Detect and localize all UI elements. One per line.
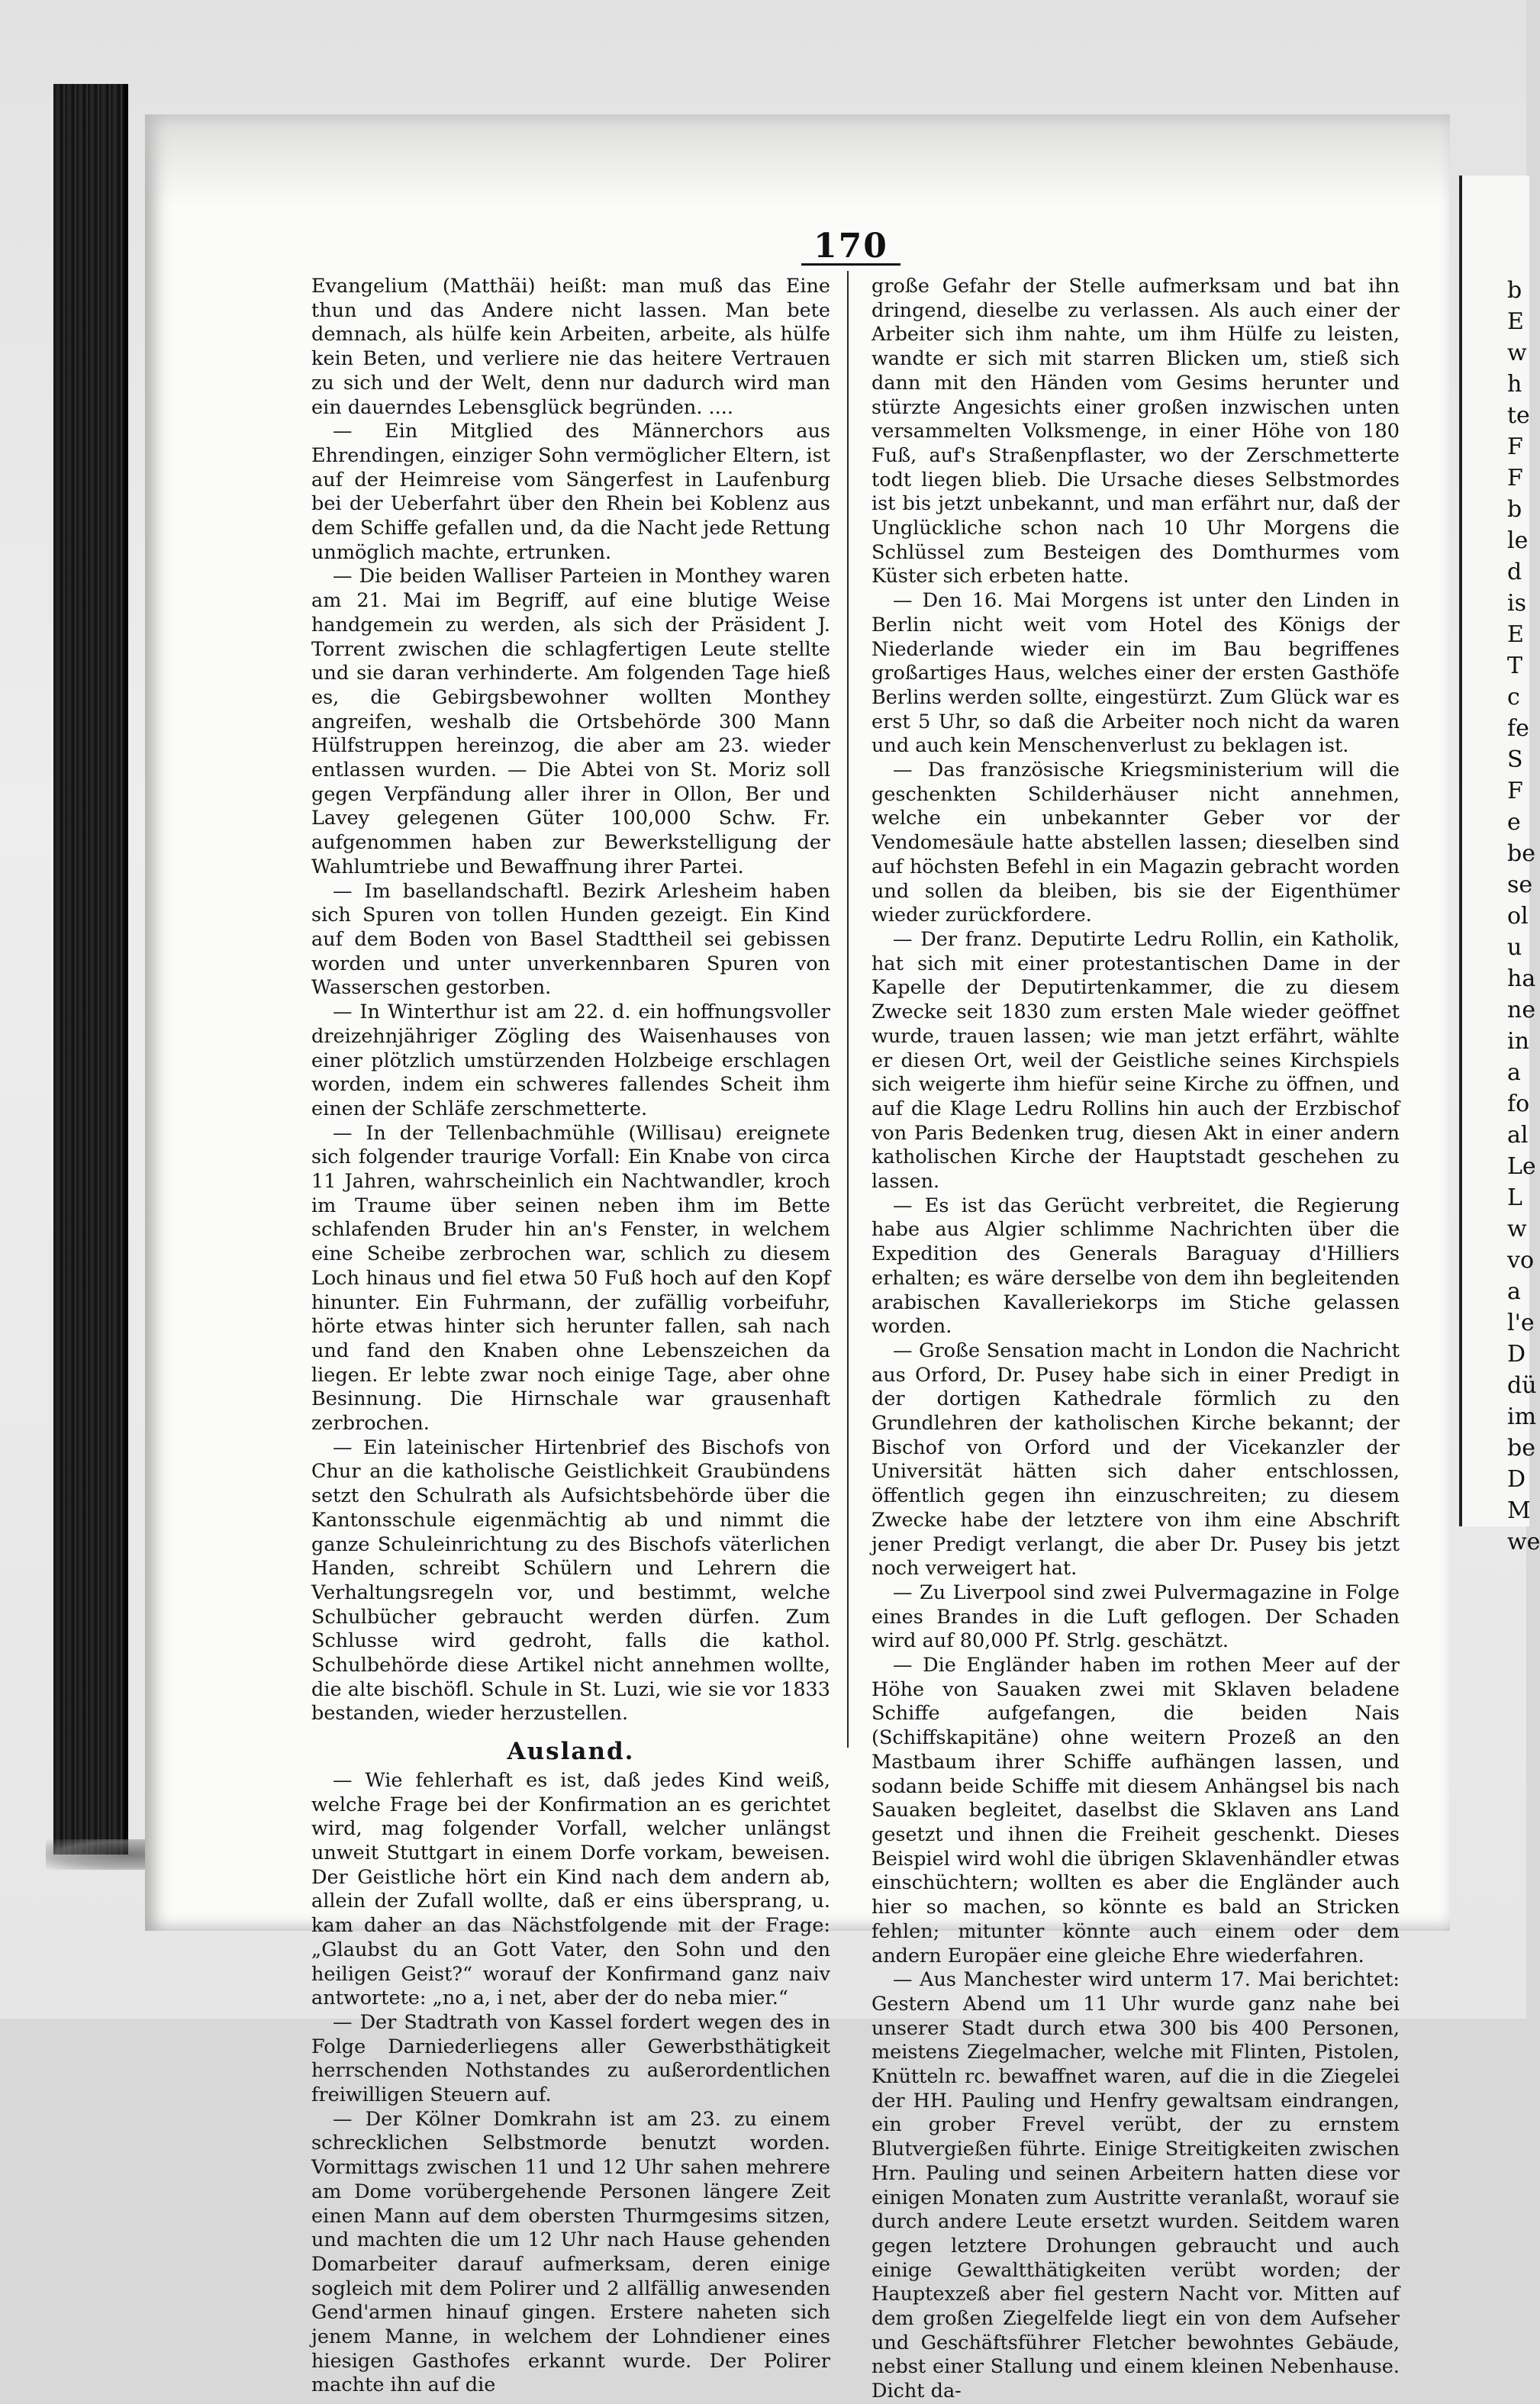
adjacent-page-fragment: in	[1507, 1028, 1529, 1055]
adjacent-page-fragment: E	[1507, 621, 1524, 648]
article-paragraph: — In der Tellenbachmühle (Willisau) ereignete sich folgender traurige Vorfall: Ein Knabe von circa 11 Jahren, wahrscheinlich ein Nachtwandler, kroch im Traume über seinen neben ihm im Bette schlafenden Bruder hin an's Fenster, in welchem eine Scheibe zerbrochen war, schlich zu diesem Loch hinaus und fiel etwa 50 Fuß hoch auf den Kopf hinunter. Ein Fuhrmann, der zufällig vorbeifuhr, hörte etwas hinter sich herunter fallen, sah nach und fand den Knaben ohne Lebenszeichen da liegen. Er lebte zwar noch einige Tage, aber ohne Besinnung. Die Hirnschale war grausenhaft zerbrochen.	[311, 1121, 830, 1436]
adjacent-page-fragment: d	[1507, 559, 1522, 585]
article-paragraph: — In Winterthur ist am 22. d. ein hoffnungsvoller dreizehnjähriger Zögling des Waisenhauses von einer plötzlich umstürzenden Holzbeige erschlagen worden, indem ein schweres fallendes Scheit ihm einen der Schläfe zerschmetterte.	[311, 1001, 830, 1120]
adjacent-page-fragment: b	[1507, 277, 1522, 304]
adjacent-page-fragment: le	[1507, 527, 1529, 554]
article-paragraph: — Zu Liverpool sind zwei Pulvermagazine in Folge eines Brandes in die Luft geflogen. Der Schaden wird auf 80,000 Pf. Strlg. geschätzt.	[871, 1581, 1400, 1653]
adjacent-page-fragment: we	[1507, 1529, 1540, 1555]
adjacent-page-fragment: im	[1507, 1403, 1537, 1430]
left-column	[311, 275, 830, 2398]
right-column	[871, 275, 1400, 2404]
article-paragraph: — Ein Mitglied des Männerchors aus Ehrendingen, einziger Sohn vermöglicher Eltern, ist auf der Heimreise vom Sängerfest in Laufenburg bei der Ueberfahrt über den Rhein bei Koblenz aus dem Schiffe gefallen und, da die Nacht jede Rettung unmöglich machte, ertrunken.	[311, 420, 830, 564]
adjacent-page-fragment: F	[1507, 433, 1523, 460]
adjacent-page-fragment: c	[1507, 684, 1520, 711]
article-paragraph: Evangelium (Matthäi) heißt: man muß das Eine thun und das Andere nicht lassen. Man bete demnach, als hülfe kein Arbeiten, arbeite, als hülfe kein Beten, und verliere nie das heitere Vertrauen zu sich und der Welt, denn nur dadurch wird man ein dauerndes Lebensglück begründen. ....	[311, 275, 830, 419]
section-heading: Ausland.	[507, 1738, 635, 1766]
adjacent-page-fragment: se	[1507, 872, 1533, 898]
article-paragraph: — Der Stadtrath von Kassel fordert wegen des in Folge Darniederliegens aller Gewerbsthätigkeit herrschenden Nothstandes zu außerordentlichen freiwilligen Steuern auf.	[311, 2010, 830, 2107]
article-paragraph: — Der franz. Deputirte Ledru Rollin, ein Katholik, hat sich mit einer protestantischen Dame in der Kapelle der Deputirtenkammer, die zu diesem Zwecke seit 1830 zum ersten Male wieder geöffnet wurde, trauen lassen; wie man jetzt erfährt, wählte er diesen Ort, weil der Geistliche seines Kirchspiels sich weigerte ihm hiefür seine Kirche zu öffnen, und auf die Klage Ledru Rollins hin auch der Erzbischof von Paris Bedenken trug, diesen Akt in einer andern katholischen Kirche der Hauptstadt geschehen zu lassen.	[871, 927, 1400, 1194]
adjacent-page-fragment: w	[1507, 1216, 1527, 1242]
adjacent-page-fragment: ol	[1507, 903, 1529, 930]
adjacent-page-fragment: E	[1507, 308, 1524, 335]
adjacent-page-fragment: be	[1507, 840, 1535, 867]
page-shadow	[145, 114, 1450, 206]
adjacent-page-fragment: fe	[1507, 715, 1529, 742]
adjacent-page-fragment: l'e	[1507, 1310, 1535, 1336]
article-paragraph: — Im basellandschaftl. Bezirk Arlesheim haben sich Spuren von tollen Hunden gezeigt. Ein Kind auf dem Boden von Basel Stadttheil sei gebissen worden und unter unverkennbaren Spuren von Wasserschen gestorben.	[311, 879, 830, 1000]
article-paragraph: — Wie fehlerhaft es ist, daß jedes Kind weiß, welche Frage bei der Konfirmation an es gerichtet wird, mag folgender Vorfall, welcher unlängst unweit Stuttgart in einem Dorfe vorkam, beweisen. Der Geistliche hört ein Kind nach dem andern ab, allein der Zufall wollte, daß er eins übersprang, u. kam daher an das Nächstfolgende mit der Frage: „Glaubst du an Gott Vater, den Sohn und den heiligen Geist?“ worauf der Konfirmand ganz naiv antwortete: „no a, i net, aber der do neba mier.“	[311, 1768, 830, 2010]
page-number-rule	[801, 263, 900, 266]
article-paragraph: — Aus Manchester wird unterm 17. Mai berichtet: Gestern Abend um 11 Uhr wurde ganz nahe bei unserer Stadt durch etwa 300 bis 400 Personen, meistens Ziegelmacher, welche mit Flinten, Pistolen, Knütteln rc. bewaffnet waren, auf die in die Ziegelei der HH. Pauling und Henfry gewaltsam eindrangen, ein grober Frevel verübt, der zu ernstem Blutvergießen führte. Einige Streitigkeiten zwischen Hrn. Pauling und seinen Arbeitern hatten diese vor einigen Monaten zum Austritte veranlaßt, worauf sie durch andere Leute ersetzt wurden. Seitdem waren gegen letztere Drohungen gebraucht und auch einige Gewaltthätigkeiten verübt worden; der Hauptexzeß aber fiel gestern Nacht vor. Mitten auf dem großen Ziegelfelde liegt ein von dem Aufseher und Geschäftsführer Fletcher bewohntes Gebäude, nebst einer Stallung und einem kleinen Nebenhause. Dicht da-	[871, 1968, 1400, 2403]
adjacent-page-fragment: S	[1507, 746, 1523, 773]
adjacent-page-fragment: e	[1507, 809, 1521, 836]
adjacent-page-fragment: vo	[1507, 1247, 1535, 1274]
article-paragraph: — Es ist das Gerücht verbreitet, die Regierung habe aus Algier schlimme Nachrichten über die Expedition des Generals Baraguay d'Hilliers erhalten; es wäre derselbe von dem ihn begleitenden arabischen Kavalleriekorps im Stiche gelassen worden.	[871, 1194, 1400, 1339]
adjacent-page-fragment: ha	[1507, 965, 1536, 992]
adjacent-page-fragment: w	[1507, 340, 1527, 366]
adjacent-page-fragment: L	[1507, 1184, 1522, 1211]
adjacent-page-fragment: dü	[1507, 1372, 1537, 1399]
adjacent-page-fragment: h	[1507, 371, 1522, 398]
article-paragraph: — Die beiden Walliser Parteien in Monthey waren am 21. Mai im Begriff, auf eine blutige Weise handgemein zu werden, als sich der Präsident J. Torrent zwischen die schlagfertigen Leute stellte und sie daran verhinderte. Am folgenden Tage hieß es, die Gebirgsbewohner wollten Monthey angreifen, weshalb die Ortsbehörde 300 Mann Hülfstruppen hereinzog, die aber am 23. wieder entlassen wurden. — Die Abtei von St. Moriz soll gegen Verpfändung aller ihrer in Ollon, Ber und Lavey gelegenen Güter 100,000 Schw. Fr. aufgenommen haben zur Bewerkstelligung der Wahlumtriebe und Bewaffnung ihrer Partei.	[311, 565, 830, 878]
article-paragraph: — Der Kölner Domkrahn ist am 23. zu einem schrecklichen Selbstmorde benutzt worden. Vormittags zwischen 11 und 12 Uhr sahen mehrere am Dome vorübergehende Personen längere Zeit einen Mann auf dem obersten Thurmgesims sitzen, und machten die um 12 Uhr nach Hause gehenden Domarbeiter darauf aufmerksam, deren einige sogleich mit dem Polirer und 2 allfällig anwesenden Gend'armen hinauf gingen. Erstere naheten sich jenem Manne, in welchem der Lohndiener eines hiesigen Gasthofes erkannt wurde. Der Polirer machte ihn auf die	[311, 2107, 830, 2397]
adjacent-page-fragment: Le	[1507, 1153, 1536, 1180]
adjacent-page-fragment: ne	[1507, 997, 1536, 1023]
adjacent-page-fragment: be	[1507, 1435, 1535, 1461]
article-paragraph: — Große Sensation macht in London die Nachricht aus Orford, Dr. Pusey habe sich in einer Predigt in der dortigen Kathedrale förmlich zu den Grundlehren der katholischen Kirche bekannt; der Bischof von Orford und der Vicekanzler der Universität hätten sich daher entschlossen, öffentlich gegen ihn einzuschreiten; zu diesem Zwecke habe der letztere von ihm eine Abschrift jener Predigt verlangt, die aber Dr. Pusey bis jetzt noch verweigert hat.	[871, 1339, 1400, 1581]
adjacent-page-fragment: F	[1507, 465, 1523, 491]
adjacent-page-fragment: fo	[1507, 1091, 1530, 1117]
adjacent-page-fragment: F	[1507, 778, 1523, 804]
article-paragraph: — Das französische Kriegsministerium will die geschenkten Schilderhäuser nicht annehmen, welche ein unbekannter Geber vor der Vendomesäule hatte abstellen lassen; dieselben sind auf höchsten Befehl in ein Magazin gebracht worden und sollen da bleiben, bis sie der Eigenthümer wieder zurückfordere.	[871, 759, 1400, 927]
adjacent-page-fragment: b	[1507, 496, 1522, 523]
adjacent-page-fragment: a	[1507, 1278, 1521, 1305]
adjacent-page-fragment: u	[1507, 934, 1522, 961]
adjacent-page-fragment: T	[1507, 653, 1523, 679]
article-paragraph: — Ein lateinischer Hirtenbrief des Bischofs von Chur an die katholische Geistlichkeit Graubündens setzt den Schulrath als Aufsichtsbehörde über die Kantonsschule eigenmächtig ab und nimmt die ganze Schuleinrichtung zu des Bischofs väterlichen Handen, schreibt Schülern und Lehrern die Verhaltungsregeln vor, und bestimmt, welche Schulbücher gebraucht werden dürfen. Zum Schlusse wird gedroht, falls die kathol. Schulbehörde diese Artikel nicht annehmen wollte, die alte bischöfl. Schule in St. Luzi, wie sie vor 1833 bestanden, wieder herzustellen.	[311, 1436, 830, 1726]
adjacent-page-text-fragments	[1507, 275, 1540, 1558]
article-paragraph: — Den 16. Mai Morgens ist unter den Linden in Berlin nicht weit vom Hotel des Königs der Niederlande wieder ein im Bau begriffenes großartiges Haus, welches einer der ersten Gasthöfe Berlins werden sollte, eingestürzt. Zum Glück war es erst 5 Uhr, so daß die Arbeiter noch nicht da waren und auch kein Menschenverlust zu beklagen ist.	[871, 589, 1400, 758]
page-number: 170	[813, 227, 888, 266]
adjacent-page-fragment: al	[1507, 1122, 1529, 1149]
adjacent-page-fragment: te	[1507, 402, 1530, 429]
adjacent-page-fragment: D	[1507, 1341, 1526, 1368]
adjacent-page-fragment: is	[1507, 590, 1526, 617]
adjacent-page-fragment: D	[1507, 1466, 1526, 1493]
adjacent-page-fragment: a	[1507, 1059, 1521, 1086]
article-paragraph: große Gefahr der Stelle aufmerksam und bat ihn dringend, dieselbe zu verlassen. Als auch einer der Arbeiter sich ihm nahte, um ihm Hülfe zu leisten, wandte er sich mit starren Blicken um, stieß sich dann mit den Händen vom Gesims herunter und stürzte Angesichts einer großen inzwischen unten versammelten Volksmenge, in einer Höhe von 180 Fuß, auf's Straßenpflaster, wo der Zerschmetterte todt liegen blieb. Die Ursache dieses Selbstmordes ist bis jetzt unbekannt, und man erfährt nur, daß der Unglückliche schon nach 10 Uhr Morgens die Schlüssel zum Besteigen des Domthurmes vom Küster sich erbeten hatte.	[871, 275, 1400, 588]
adjacent-page-fragment: M	[1507, 1497, 1531, 1524]
book-spine-edge	[53, 84, 128, 1855]
column-divider	[847, 271, 849, 1748]
article-paragraph: — Die Engländer haben im rothen Meer auf der Höhe von Sauaken zwei mit Sklaven beladene Schiffe aufgefangen, die beiden Nais (Schiffskapitäne) ohne weitern Prozeß an den Mastbaum ihrer Schiffe aufhängen lassen, und sodann beide Schiffe mit diesem Anhängsel bis nach Sauaken begleitet, daselbst die Sklaven ans Land gesetzt und ihnen die Freiheit geschenkt. Dieses Beispiel wird wohl die übrigen Sklavenhändler etwas einschüchtern; wollten es aber die Engländer auch hier so machen, so könnte es bald an Stricken fehlen; mitunter könnte auch einem oder dem andern Europäer eine gleiche Ehre wiederfahren.	[871, 1654, 1400, 1967]
